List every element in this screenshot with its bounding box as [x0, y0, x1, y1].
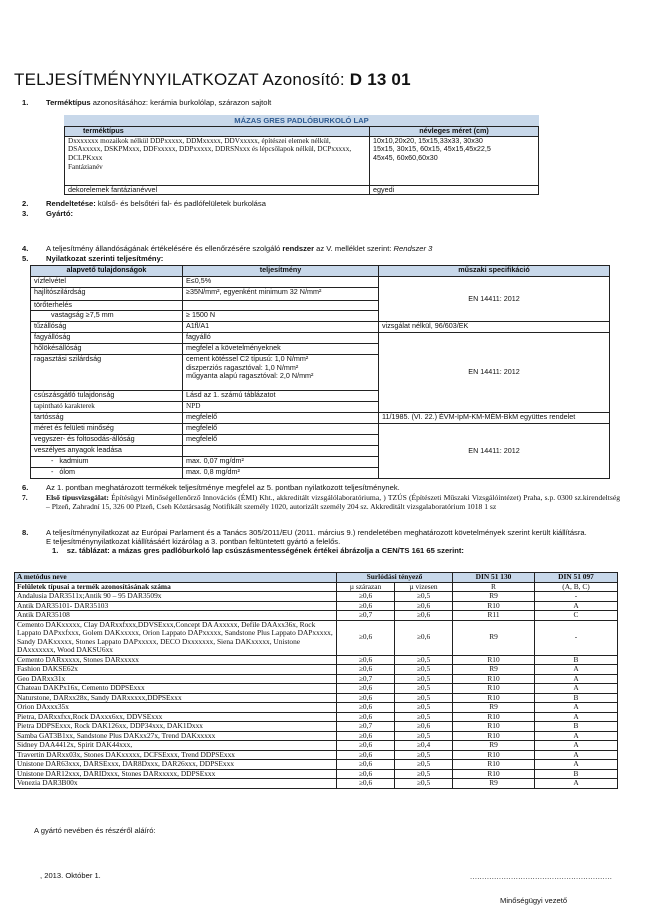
nominal-size-cell	[370, 136, 539, 185]
fantazianev-label: Fantázianév	[68, 162, 103, 171]
perf-row-value: megfelelő	[183, 413, 379, 424]
signer-label: A gyártó nevében és részéről aláíró:	[34, 826, 156, 835]
item-2-label: Rendeltetése:	[46, 199, 96, 208]
document-title	[14, 70, 411, 90]
slip-row-name: Pietra, DARxxfxx,Rock DAxxx6xx, DDVSExxx	[15, 712, 337, 722]
slip-row-r-class: R10	[453, 712, 535, 722]
perf-row-property: vegyszer- és foltosodás-állóság	[31, 435, 183, 446]
decor-cell: dekorelemek fantázianévvel	[65, 185, 370, 195]
slip-row	[15, 760, 618, 770]
slip-row-dry: ≥0,6	[337, 665, 395, 675]
item-6-number: 6.	[22, 483, 29, 492]
slip-row-r-class: R10	[453, 693, 535, 703]
slip-row-abc-class: B	[535, 722, 618, 732]
slip-row-dry: ≥0,6	[337, 592, 395, 602]
item-2-text: külső- és belsőtéri fal- és padlófelületek burkolása	[95, 199, 266, 208]
perf-row-value: fagyálló	[183, 333, 379, 344]
perf-row-property: veszélyes anyagok leadása	[31, 446, 183, 457]
slip-row-dry: ≥0,6	[337, 655, 395, 665]
item-4-text: A teljesítmény állandóságának értékelésére és ellenőrzésére szolgáló	[46, 244, 283, 253]
slip-row	[15, 620, 618, 655]
slip-row-name: Geo DARxx31x	[15, 674, 337, 684]
slip-row-r-class: R10	[453, 655, 535, 665]
slip-row-wet: ≥0,5	[395, 750, 453, 760]
slip-row	[15, 592, 618, 602]
item-7-text: Építésügyi Minőségellenőrző Innovációs (ÉMI) Kht., akkreditált vizsgálólaboratóriuma, ) TZÚS (Építészeti Műszaki Vizsgálóintézet) Praha, s.p. 0300 sz.kirendeltség – Plzeň, Zahradní 15, 326 00 Plzeň, Cseh Köztársaság Notifikált személy 1020, autorizált személy 204 sz. Akkreditált vizsgalaboratórium 1018 1 sz	[46, 493, 620, 512]
slip-row-wet: ≥0,6	[395, 620, 453, 655]
perf-header-spec: műszaki specifikáció	[379, 266, 610, 277]
slip-row-abc-class: A	[535, 750, 618, 760]
slip-row-abc-class: A	[535, 684, 618, 694]
perf-row-value: megfelelő	[183, 435, 379, 446]
product-type-cell	[65, 136, 370, 185]
slip-row-name: Travertin DARxx03x, Stones DAKxxxxx, DCFSExxx, Trend DDPSExxx	[15, 750, 337, 760]
item-6	[22, 483, 400, 492]
slip-row	[15, 722, 618, 732]
slip-row	[15, 703, 618, 713]
item-4	[22, 244, 432, 253]
slip-row	[15, 741, 618, 751]
cadmium-label: kadmium	[59, 456, 89, 465]
item-1-number: 1.	[22, 98, 29, 107]
item-4-number: 4.	[22, 244, 29, 253]
perf-row-value: Lásd az 1. számú táblázatot	[183, 391, 379, 402]
perf-row-value: A1fl/A1	[183, 322, 379, 333]
friction-header: Surlódási tényező	[337, 573, 453, 583]
slip-row-name: Unistone DAR63xxx, DARSExxx, DAR8Dxxx, DAR26xxx, DDPSExxx	[15, 760, 337, 770]
item-1-text: azonosításához: kerámia burkolólap, szárazon sajtolt	[90, 98, 272, 107]
slip-row-dry: ≥0,7	[337, 722, 395, 732]
slip-row-wet: ≥0,6	[395, 611, 453, 621]
slip-row-dry: ≥0,6	[337, 620, 395, 655]
perf-spec-cell: 11/1985. (VI. 22.) ÉVM-IpM-KM-MÉM-BkM együttes rendelet	[379, 413, 610, 424]
slip-row-wet: ≥0,5	[395, 769, 453, 779]
item-7-label: Első típusvizsgálat:	[46, 493, 109, 502]
slip-row-abc-class: A	[535, 712, 618, 722]
size-line-3: 45x45, 60x60,60x30	[373, 152, 438, 162]
perf-row-value-empty	[183, 446, 379, 457]
item-2	[22, 199, 266, 208]
item-3	[22, 209, 73, 218]
item-7	[22, 493, 620, 511]
product-type-header: terméktípus	[65, 127, 370, 137]
adhesion-line: műgyanta alapú ragasztóval: 2,0 N/mm²	[186, 371, 314, 381]
slip-row-dry: ≥0,6	[337, 601, 395, 611]
slip-row-wet: ≥0,5	[395, 684, 453, 694]
slip-row-name: Chateau DAKPx16x, Cemento DDPSExxx	[15, 684, 337, 694]
wet-header: µ vizesen	[395, 582, 453, 592]
slip-row-r-class: R11	[453, 611, 535, 621]
slip-row-r-class: R9	[453, 779, 535, 789]
slip-row-r-class: R10	[453, 601, 535, 611]
slip-row-name: Cemento DARxxxxx, Stones DARxxxxx	[15, 655, 337, 665]
slip-row-name: Unistone DAR12xxx, DARIDxxx, Stones DARxxxxx, DDPSExxx	[15, 769, 337, 779]
perf-row-value: max. 0,07 mg/dm²	[183, 457, 379, 468]
item-3-number: 3.	[22, 209, 29, 218]
adhesion-line: cement kötéssel C2 típusú: 1,0 N/mm²	[186, 354, 309, 363]
slip-row-abc-class: C	[535, 611, 618, 621]
item-5-label: Nyilatkozat szerinti teljesítmény:	[46, 254, 164, 263]
perf-spec-cell: EN 14411: 2012	[379, 333, 610, 413]
perf-row-property: törőterhelés	[31, 301, 183, 311]
dry-header: µ szárazan	[337, 582, 395, 592]
perf-row-property: - kadmium	[31, 457, 183, 468]
slip-row-dry: ≥0,6	[337, 760, 395, 770]
slip-row-dry: ≥0,6	[337, 779, 395, 789]
slip-row-wet: ≥0,5	[395, 665, 453, 675]
slip-row	[15, 693, 618, 703]
perf-row-value: E≤0,5%	[183, 277, 379, 288]
decor-size-cell: egyedi	[370, 185, 539, 195]
slip-row-wet: ≥0,5	[395, 674, 453, 684]
slip-row-r-class: R9	[453, 620, 535, 655]
slip-row-wet: ≥0,6	[395, 601, 453, 611]
product-table-banner: MÁZAS GRES PADLÓBURKOLÓ LAP	[234, 116, 369, 125]
slip-row-name: Andalusia DAR3511x;Antik 90 – 95 DAR3509x	[15, 592, 337, 602]
perf-row-property: vastagság ≥7,5 mm	[31, 311, 183, 322]
size-line-2: 15x15, 30x15, 60x15, 45x15,45x22,5	[373, 144, 491, 154]
slip-row	[15, 684, 618, 694]
slip-row-name: Orion DAxxx35x	[15, 703, 337, 713]
item-5	[22, 254, 163, 263]
slip-row-r-class: R9	[453, 703, 535, 713]
perf-row-value: NPD	[183, 402, 379, 413]
din51097-header: DIN 51 097	[535, 573, 618, 583]
item-4-text-2: az V. melléklet szerint:	[314, 244, 394, 253]
title-id: D 13 01	[349, 70, 411, 89]
slip-row-r-class: R10	[453, 722, 535, 732]
slip-row-name: Naturstone, DARxx28x, Sandy DARxxxxx,DDPSExxx	[15, 693, 337, 703]
slip-row-abc-class: A	[535, 703, 618, 713]
product-table	[64, 115, 539, 195]
nominal-size-header: névleges méret (cm)	[370, 127, 539, 137]
slip-row-dry: ≥0,7	[337, 611, 395, 621]
slip-row	[15, 655, 618, 665]
slip-row-abc-class: B	[535, 693, 618, 703]
method-name-header: A metódus neve	[15, 573, 337, 583]
signature-line: ...........................................................	[470, 872, 613, 881]
r-header: R	[453, 582, 535, 592]
abc-header: (A, B, C)	[535, 582, 618, 592]
slip-row-wet: ≥0,5	[395, 779, 453, 789]
slip-row-name: Antik DAR35101- DAR35103	[15, 601, 337, 611]
slip-row-wet: ≥0,5	[395, 703, 453, 713]
perf-row-property: tűzállóság	[31, 322, 183, 333]
slip-row-dry: ≥0,6	[337, 750, 395, 760]
slip-row-r-class: R9	[453, 592, 535, 602]
slip-row-r-class: R10	[453, 674, 535, 684]
slip-row-wet: ≥0,5	[395, 592, 453, 602]
slip-row-wet: ≥0,5	[395, 731, 453, 741]
perf-header-performance: teljesítmény	[183, 266, 379, 277]
slip-row	[15, 769, 618, 779]
item-8-number: 8.	[22, 528, 29, 537]
table3-caption: sz. táblázat: a mázas gres padlóburkoló lap csúszásmentességének értékei ábrázolja a CEN/TS 161 65 szerint:	[66, 546, 464, 556]
performance-table	[30, 265, 610, 479]
slip-row	[15, 779, 618, 789]
item-8-responsibility: E teljesítménynyilatkozat kiállításáért kizárólag a 3. pontban feltüntetett gyártó a felelős.	[46, 537, 341, 547]
perf-row-property: csúszásgátló tulajdonság	[31, 391, 183, 402]
perf-row-property: tartósság	[31, 413, 183, 424]
table3-caption-number: 1.	[52, 546, 59, 556]
slip-row-name: Sidney DAA4412x, Spirit DAK44xxx,	[15, 741, 337, 751]
slip-row-abc-class: A	[535, 760, 618, 770]
perf-spec-cell: EN 14411: 2012	[379, 424, 610, 479]
din51130-header: DIN 51 130	[453, 573, 535, 583]
slip-row-abc-class: -	[535, 620, 618, 655]
item-2-number: 2.	[22, 199, 29, 208]
title-prefix: TELJESÍTMÉNYNYILATKOZAT Azonosító:	[14, 70, 345, 89]
perf-row-value: ≥ 1500 N	[183, 311, 379, 322]
slip-row	[15, 601, 618, 611]
slip-row-abc-class: A	[535, 731, 618, 741]
slip-row-dry: ≥0,6	[337, 712, 395, 722]
slip-row-dry: ≥0,6	[337, 731, 395, 741]
perf-row-value: ≥35N/mm², egyenként minimum 32 N/mm²	[183, 288, 379, 301]
signature-date: , 2013. Október 1.	[40, 871, 101, 880]
slip-row-name: Antik DAR35108	[15, 611, 337, 621]
slip-row-dry: ≥0,6	[337, 693, 395, 703]
item-1-label: Terméktípus	[46, 98, 91, 107]
slip-row-name: Fashion DAKSE62x	[15, 665, 337, 675]
perf-row-value-empty	[183, 301, 379, 311]
perf-row-value: max. 0,8 mg/dm²	[183, 468, 379, 479]
item-3-label: Gyártó:	[46, 209, 74, 218]
perf-row-property: vízfelvétel	[31, 277, 183, 288]
slip-row-abc-class: A	[535, 741, 618, 751]
slip-row-name: Venezia DAR3B00x	[15, 779, 337, 789]
slip-row-wet: ≥0,5	[395, 655, 453, 665]
item-1	[22, 98, 271, 107]
slip-row-wet: ≥0,4	[395, 741, 453, 751]
slip-row-dry: ≥0,6	[337, 769, 395, 779]
slip-row-abc-class: B	[535, 655, 618, 665]
item-8	[22, 528, 620, 555]
surface-types-header: Felületek típusai a termék azonosításának száma	[15, 582, 337, 592]
slip-row	[15, 611, 618, 621]
slip-row-wet: ≥0,6	[395, 722, 453, 732]
size-line-1: 10x10,20x20, 15x15,33x33, 30x30	[373, 135, 483, 145]
perf-spec-cell: EN 14411: 2012	[379, 277, 610, 322]
slip-row-r-class: R10	[453, 760, 535, 770]
perf-row-value	[183, 355, 379, 391]
slip-row-r-class: R10	[453, 684, 535, 694]
slip-row-dry: ≥0,6	[337, 684, 395, 694]
slip-row-abc-class: A	[535, 779, 618, 789]
slip-row-wet: ≥0,5	[395, 693, 453, 703]
item-5-number: 5.	[22, 254, 29, 263]
product-table-banner-bar	[64, 115, 539, 126]
perf-row-property: méret és felületi minőség	[31, 424, 183, 435]
perf-row-property: - ólom	[31, 468, 183, 479]
perf-row-property: ragasztási szilárdság	[31, 355, 183, 391]
slip-row-r-class: R10	[453, 750, 535, 760]
slip-row-r-class: R9	[453, 741, 535, 751]
signer-role: Minőségügyi vezető	[500, 896, 568, 905]
perf-row-property: hőlökésállóság	[31, 344, 183, 355]
perf-row-property: fagyállóság	[31, 333, 183, 344]
slip-row-abc-class: A	[535, 665, 618, 675]
perf-row-property: tapintható karakterek	[31, 402, 183, 413]
slip-row-abc-class: A	[535, 601, 618, 611]
slip-row-name: Cemento DAKxxxxx, Clay DARxxfxxx,DDVSExxx,Concept DA Axxxxx, Defile DAAxx36x, Rock Lappato DAPxxfxxx, Golem DAKxxxxx, Orion Lappato DAPxxxxx, Sandstone Plus Lappato DAPxxxxx, Sandy DAKxxxxx, Stones Lappato DAPxxxxx, DECO Dxxxxxxx, Siena DAKxxxxx, Unistone DAxxxxxxx, Wood DAKSU6xx	[15, 620, 337, 655]
slip-row-wet: ≥0,5	[395, 760, 453, 770]
lead-label: ólom	[59, 467, 75, 476]
slip-resistance-rows	[15, 592, 618, 789]
slip-row-abc-class: B	[535, 769, 618, 779]
perf-spec-cell: vizsgálat nélkül, 96/603/EK	[379, 322, 610, 333]
slip-row-r-class: R10	[453, 731, 535, 741]
perf-row-value: megfelelő	[183, 424, 379, 435]
slip-row-abc-class: A	[535, 674, 618, 684]
perf-header-property: alapvető tulajdonságok	[31, 266, 183, 277]
product-table-grid	[64, 126, 539, 195]
slip-row-name: Pietra DDPSExxx, Rock DAK126xx, DDP34xxx, DAK1Dxxx	[15, 722, 337, 732]
slip-row	[15, 665, 618, 675]
slip-row-wet: ≥0,5	[395, 712, 453, 722]
adhesion-line: diszperziós ragasztóval: 1,0 N/mm²	[186, 362, 299, 372]
perf-row-property: hajlítószilárdság	[31, 288, 183, 301]
product-type-text: Dxxxxxxx mozaikok nélkül DDPxxxxx, DDMxxxxx, DDVxxxxx, építészei elemek nélkül, DSAxxxxx, DSKPMxxx, DDFxxxxx, DDPxxxxx, DDRSNxxx és lépcsőlapok nélkül, DCPxxxxx, DCLPKxxx	[68, 136, 352, 162]
item-6-text: Az 1. pontban meghatározott termékek teljesítménye megfelel az 5. pontban nyilatkozott teljesítménynek.	[46, 483, 400, 492]
slip-row-dry: ≥0,7	[337, 674, 395, 684]
slip-row-dry: ≥0,6	[337, 741, 395, 751]
slip-resistance-table	[14, 572, 618, 789]
slip-row-dry: ≥0,6	[337, 703, 395, 713]
slip-row-name: Samba GAT3B1xx, Sandstone Plus DAKxx27x, Trend DAKxxxxx	[15, 731, 337, 741]
item-8-text: A teljesítménynyilatkozat az Európai Parlament és a Tanács 305/2011/EU (2011. március 9.) rendeletében meghatározott követelmények szerint került kiállításra.	[46, 528, 587, 537]
slip-row-abc-class: -	[535, 592, 618, 602]
item-4-bold: rendszer	[282, 244, 315, 253]
perf-row-value: megfelel a követelményeknek	[183, 344, 379, 355]
slip-row-r-class: R9	[453, 665, 535, 675]
item-7-number: 7.	[22, 493, 28, 502]
item-4-italic: Rendszer 3	[393, 244, 433, 253]
slip-row-r-class: R10	[453, 769, 535, 779]
